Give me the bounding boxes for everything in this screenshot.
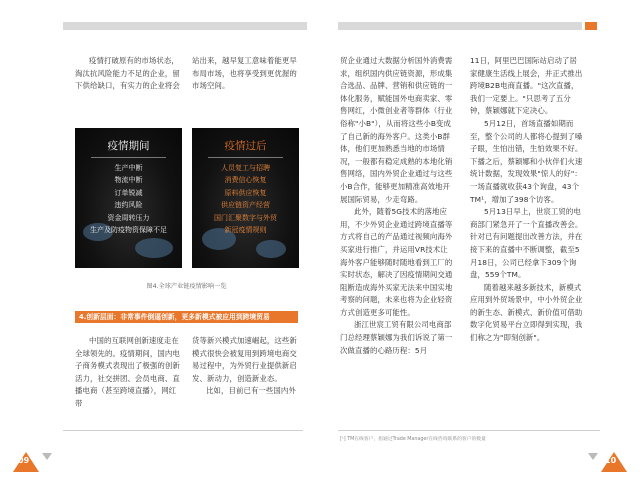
list-item: 资金周转压力 bbox=[107, 213, 150, 222]
footer-rule-right bbox=[338, 430, 600, 431]
list-item: 新冠疫情规则 bbox=[224, 226, 267, 235]
paragraph: 浙江世宸工贸有限公司电商部门总经理蔡颖娜为我们诉说了第一次做直播的心路历程：5月 bbox=[340, 320, 453, 355]
paragraph: 货等新兴模式加速崛起，这些新模式很快会被复用到跨境电商交易过程中，为外贸行业提供新启发、新动力，创造新业态。 bbox=[192, 336, 297, 383]
footnote: [¹] TM在线客户，指通过Trade Manager在线咨询联系的客户的数量 bbox=[340, 437, 486, 442]
figure-left-list bbox=[75, 162, 182, 236]
left-col2-bottom-text bbox=[192, 335, 298, 398]
header-accent bbox=[585, 22, 597, 30]
paragraph: 11日，阿里巴巴国际站启动了居家健康生活线上展会，并正式推出跨境B2B电商直播。"这次直播，我们一定要上。"只思考了五分钟，蔡颖娜就下定决心。 bbox=[470, 56, 583, 116]
page-number-left: 09 bbox=[18, 456, 30, 465]
figure-caption: 图4.全球产业链疫情影响一览 bbox=[146, 283, 227, 290]
paragraph: 5月12日，首场直播如期而至，整个公司的人都将心提到了嗓子眼，生怕出错，生怕效果不好。下播之后，蔡颖娜和小伙伴们火速统计数据，发现效果"惊人的好"：一场直播就收获43个询盘，43个TM¹，增加了398个访客。 bbox=[470, 118, 583, 204]
page-number-right: 10 bbox=[605, 456, 617, 465]
decor-triangle-left bbox=[42, 453, 52, 460]
right-col2-text bbox=[470, 55, 583, 345]
left-col1-bottom-text: 中国的互联网创新速度走在全球领先的。疫情期间，国内电子商务模式表现出了极强的创新活力，社交拼团、会员电商、直播电商（甚至跨境直播），网红带 bbox=[75, 336, 180, 408]
list-item: 国门汇聚数字与外贸 bbox=[214, 213, 277, 222]
figure-during-epidemic bbox=[75, 128, 182, 268]
paragraph: 贸企业通过大数据分析国外消费需求，组织国内供应链资源，形成集合选品、品牌、营销和供应链的一体化服务，赋能国外电商卖家、零售网红，小微创业者等群体（行业俗称"小B"），从而将这些小B变成了自己新的海外客户。这类小B群体，他们更加熟悉当地的市场情况，一般都有稳定成熟的本地化销售网络，国内外贸企业通过与这些小B合作，能够更加精准高效地开展国际贸易，少走弯路。 bbox=[340, 56, 453, 204]
right-col1-text bbox=[340, 55, 453, 357]
list-item: 人员复工与招聘 bbox=[221, 164, 270, 172]
figure-after-epidemic bbox=[192, 128, 299, 268]
section-heading: 4.创新层面：非常事件倒逼创新，更多新模式被应用到跨境贸易 bbox=[79, 313, 270, 321]
header-bar-left bbox=[63, 22, 307, 30]
decor-triangle-right bbox=[588, 453, 598, 460]
list-item: 生产中断 bbox=[114, 164, 143, 172]
footer-rule-left bbox=[63, 430, 303, 431]
list-item: 供应链资产经营 bbox=[221, 201, 270, 210]
list-item: 生产及防疫物资保障不足 bbox=[90, 226, 167, 235]
list-item: 违约风险 bbox=[114, 201, 143, 210]
header-bar-right bbox=[338, 22, 582, 30]
left-col1-top-text: 疫情打破原有的市场状态，淘汰抗风险能力不足的企业，留下供给缺口，有实力的企业将会 bbox=[75, 56, 180, 91]
paragraph: 5月13日早上，世宸工贸的电商部门紧急开了一个直播改善会。针对已有问题提出改善方法，并在接下来的直播中不断调整，截至5月18日，公司已经拿下309个询盘，559个TM。 bbox=[470, 207, 583, 280]
list-item: 消费信心恢复 bbox=[224, 176, 267, 185]
list-item: 物流中断 bbox=[114, 176, 143, 185]
paragraph: 比如，目前已有一些国内外 bbox=[206, 386, 296, 396]
list-item: 订单锐减 bbox=[114, 188, 143, 197]
paragraph: 此外，随着5G技术的落地应用，不少外贸企业通过跨境直播等方式将自己的产品通过视频向海外买家进行推广，并运用VR技术让海外客户能够随时随地看到工厂的实时状态，解决了因疫情期间交通阻断造成海外买家无法来中国实地考察的问题，未来也将为企业轻资方式创造更多可能性。 bbox=[340, 207, 453, 317]
list-item: 原料供应恢复 bbox=[224, 188, 267, 197]
section-heading-banner bbox=[75, 311, 298, 323]
paragraph: 随着越来越多新技术，新模式应用到外贸场景中，中小外贸企业的新生态、新模式、新价值可借助数字化贸易平台立即得到实现，我们称之为"即刻创新"。 bbox=[470, 282, 583, 343]
figure-right-title: 疫情过后 bbox=[224, 140, 267, 152]
left-col2-top-text: 站出来，越早复工意味着能更早布局市场，也将享受到更优渥的市场空间。 bbox=[192, 56, 297, 91]
figure-left-title: 疫情期间 bbox=[107, 140, 150, 152]
figure-right-list bbox=[192, 162, 299, 236]
